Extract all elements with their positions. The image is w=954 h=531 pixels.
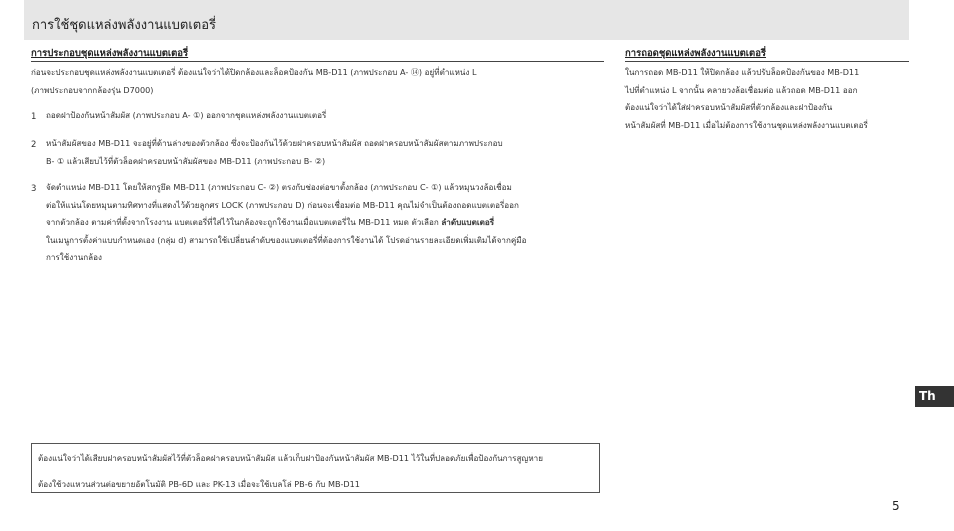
section-rule-left [31,61,604,62]
step-line: จัดตำแหน่ง MB-D11 โดยให้สกรูยึด MB-D11 (ภาพประกอบ C- ②) ตรงกับช่องต่อขาตั้งกล้อง (ภาพประกอบ C- ①) แล้วหมุนวงล้อเชื่อม [46,182,512,192]
step-line: ในเมนูการตั้งค่าแบบกำหนดเอง (กลุ่ม d) สามารถใช้เปลี่ยนลำดับของแบตเตอรี่ที่ต้องการใช้งานได้ โปรดอ่านรายละเอียดเพิ่มเติมได้จากคู่มือ [46,234,527,245]
step-line-with-term [46,214,526,232]
step-line: การใช้งานกล้อง [46,252,102,262]
section-rule-right [625,61,909,62]
section-heading-assemble: การประกอบชุดแหล่งพลังงานแบตเตอรี่ [31,48,189,59]
step-line: B- ① แล้วเสียบไว้ที่ตัวล็อคฝาครอบหน้าสัมผัสของ MB-D11 (ภาพประกอบ B- ②) [46,155,326,166]
step-line: ถอดฝาป้องกันหน้าสัมผัส (ภาพประกอบ A- ①) ออกจากชุดแหล่งพลังงานแบตเตอรี่ [46,110,327,120]
intro-paragraph [31,64,477,99]
page-number: 5 [892,499,900,513]
page-title: การใช้ชุดแหล่งพลังงานแบตเตอรี่ [32,18,217,33]
intro-line: (ภาพประกอบจากกล้องรุ่น D7000) [31,84,154,95]
remove-line: ในการถอด MB-D11 ให้ปิดกล้อง แล้วปรับล็อคป้องกันของ MB-D11 [625,67,860,77]
note-box [31,443,600,493]
remove-line: ต้องแน่ใจว่าได้ใส่ฝาครอบหน้าสัมผัสที่ตัวกล้องและฝาป้องกัน [625,102,833,112]
section-heading-remove: การถอดชุดแหล่งพลังงานแบตเตอรี่ [625,48,767,59]
step-number: 3 [31,184,37,194]
note-line: ต้องใช้วงแหวนส่วนต่อขยายอัตโนมัติ PB-6D และ PK-13 เมื่อจะใช้เบลโล่ PB-6 กับ MB-D11 [38,479,360,489]
remove-paragraph [625,64,868,134]
step-2-text [46,135,503,170]
step-line: จากตัวกล้อง ตามค่าที่ตั้งจากโรงงาน แบตเตอรี่ที่ใส่ไว้ในกล้องจะถูกใช้งานเมื่อแบตเตอรี่ใน MB-D11 หมด ตัวเลือก [46,217,442,227]
header-band [24,0,909,40]
step-number: 2 [31,140,37,150]
remove-line: หน้าสัมผัสที่ MB-D11 เมื่อไม่ต้องการใช้งานชุดแหล่งพลังงานแบตเตอรี่ [625,119,868,130]
note-line: ต้องแน่ใจว่าได้เสียบฝาครอบหน้าสัมผัสไว้ที่ตัวล็อคฝาครอบหน้าสัมผัส แล้วเก็บฝาป้องกันหน้าสัมผัส MB-D11 ไว้ในที่ปลอดภัยเพื่อป้องกันการสูญหาย [38,453,543,463]
remove-line: ไปที่ตำแหน่ง L จากนั้น คลายวงล้อเชื่อมต่อ แล้วถอด MB-D11 ออก [625,84,858,95]
step-number: 1 [31,112,37,122]
intro-line: ก่อนจะประกอบชุดแหล่งพลังงานแบตเตอรี่ ต้องแน่ใจว่าได้ปิดกล้องและล็อคป้องกัน MB-D11 (ภาพประกอบ A- ⑭) อยู่ที่ตำแหน่ง L [31,67,477,77]
step-line: หน้าสัมผัสของ MB-D11 จะอยู่ที่ด้านล่างของตัวกล้อง ซึ่งจะป้องกันไว้ด้วยฝาครอบหน้าสัมผัส ถอดฝาครอบหน้าสัมผัสตามภาพประกอบ [46,138,503,148]
step-1-text [46,107,326,125]
battery-order-term: ลำดับแบตเตอรี่ [441,217,495,227]
step-3-text [46,179,526,267]
language-tab: Th [915,386,954,407]
step-line: ต่อให้แน่นโดยหมุนตามทิศทางที่แสดงไว้ด้วยลูกศร LOCK (ภาพประกอบ D) ก่อนจะเชื่อมต่อ MB-D11 คุณไม่จำเป็นต้องถอดแบตเตอรี่ออก [46,199,519,210]
